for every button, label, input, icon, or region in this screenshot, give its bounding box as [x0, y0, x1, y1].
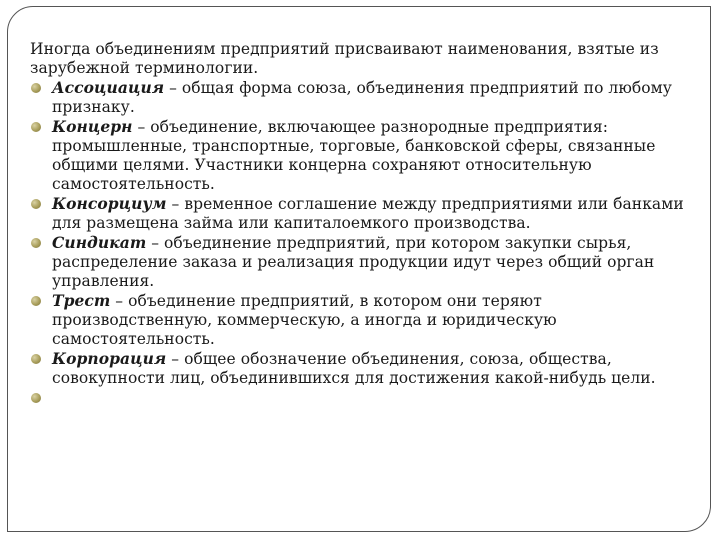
list-item-syndicate: [30, 233, 690, 291]
bullet-icon: [31, 199, 41, 209]
list-item-consortium: [30, 194, 690, 233]
list-item-trust: [30, 291, 690, 349]
bullet-icon: [31, 393, 41, 403]
list-item-concern: [30, 117, 690, 194]
bullet-icon: [31, 354, 41, 364]
term-definition: – объединение, включающее разнородные предприятия: промышленные, транспортные, торговые, банковской сферы, связанные общими целями. Участники концерна сохраняют относительную самостоятельность.: [52, 118, 656, 193]
term-label: Корпорация: [52, 349, 167, 368]
term-label: Синдикат: [52, 233, 147, 252]
term-definition: – временное соглашение между предприятиями или банками для размещена займа или капиталоемкого производства.: [52, 195, 684, 232]
term-definition: – общая форма союза, объединения предприятий по любому признаку.: [52, 79, 672, 116]
intro-text: Иногда объединениям предприятий присваивают наименования, взятые из зарубежной терминологии.: [30, 40, 659, 77]
term-label: Трест: [52, 291, 111, 310]
bullet-icon: [31, 296, 41, 306]
bullet-icon: [31, 122, 41, 132]
bullet-icon: [31, 83, 41, 93]
slide-content: [30, 40, 690, 407]
term-label: Консорциум: [52, 194, 167, 213]
list-item-association: [30, 78, 690, 117]
bullet-icon: [31, 238, 41, 248]
list-item-empty: [30, 388, 690, 407]
term-definition: – объединение предприятий, при котором закупки сырья, распределение заказа и реализация продукции идут через общий орган управления.: [52, 234, 655, 290]
list-item-corporation: [30, 349, 690, 388]
term-definition: – объединение предприятий, в котором они теряют производственную, коммерческую, а иногда и юридическую самостоятельность.: [52, 292, 557, 348]
term-label: Ассоциация: [52, 78, 165, 97]
terms-list: [30, 78, 690, 407]
term-label: Концерн: [52, 117, 133, 136]
term-definition: – общее обозначение объединения, союза, общества, совокупности лиц, объединившихся для достижения какой-нибудь цели.: [52, 350, 656, 387]
